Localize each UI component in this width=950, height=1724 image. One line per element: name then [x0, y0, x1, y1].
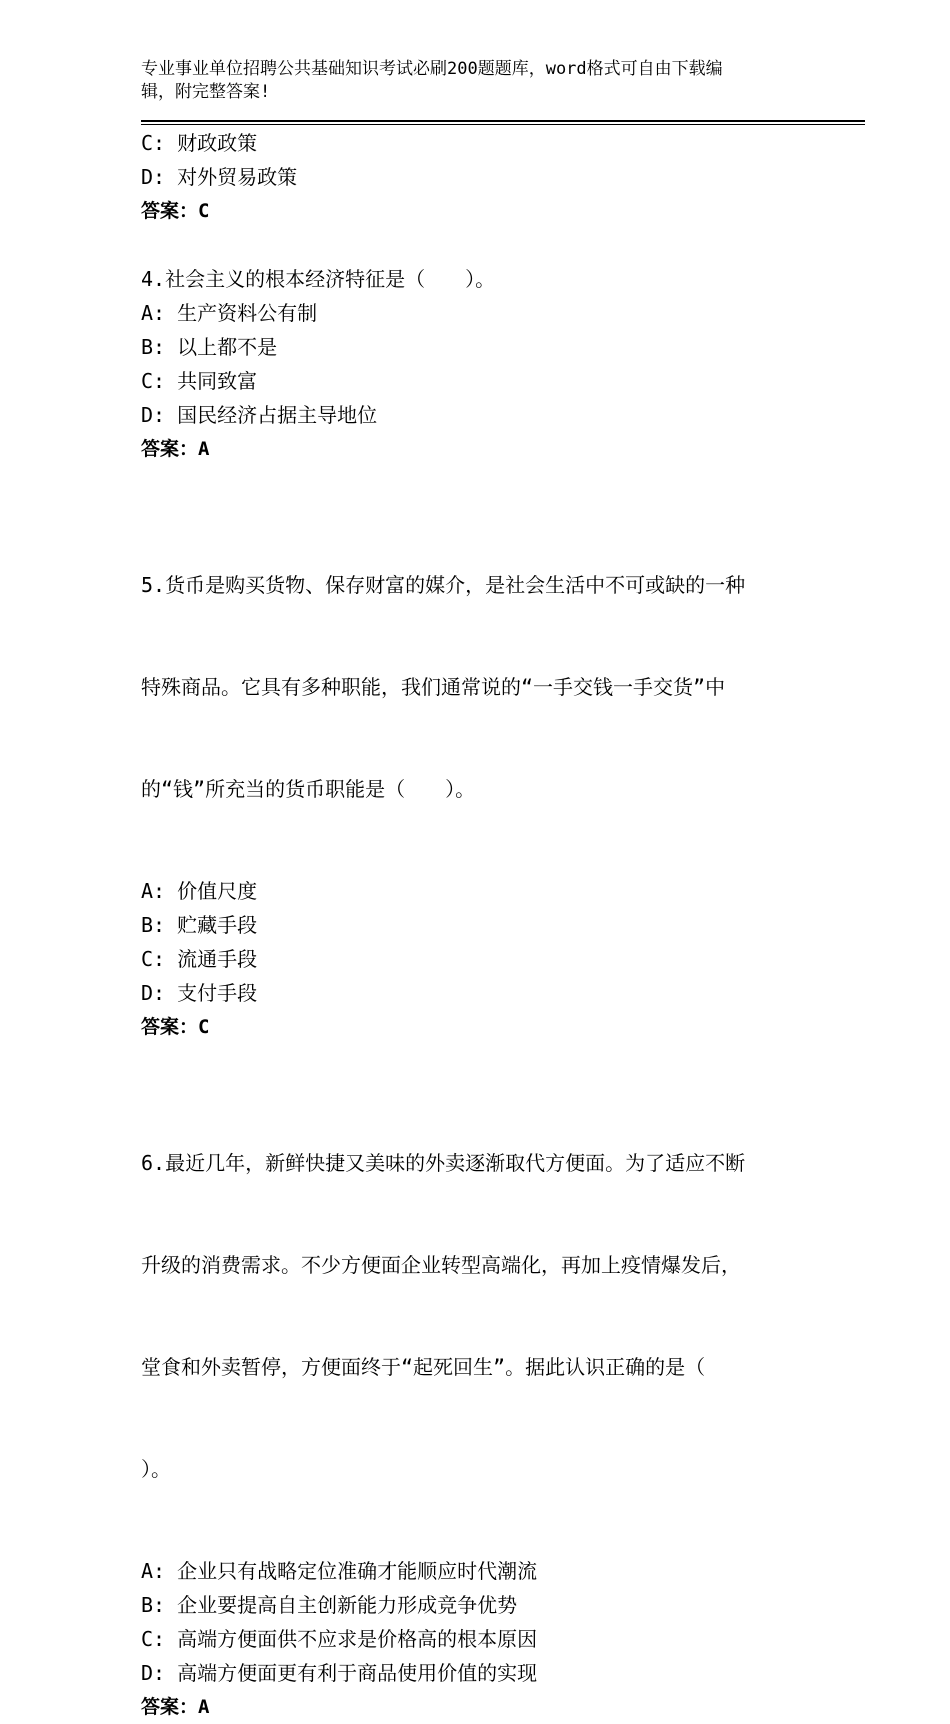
answer-value: A: [198, 1696, 210, 1718]
option-b: B: 以上都不是: [141, 335, 278, 359]
partial-question: [141, 126, 801, 228]
option-c: C: 流通手段: [141, 947, 258, 971]
header-divider-thin: [141, 124, 865, 125]
stem-line: ）。: [141, 1457, 171, 1481]
answer-label: 答案：: [141, 1696, 199, 1718]
question-stem: [141, 500, 801, 874]
option-d: D: 对外贸易政策: [141, 165, 298, 189]
stem-line: 4.社会主义的根本经济特征是（ ）。: [141, 267, 496, 291]
stem-line: 特殊商品。它具有多种职能，我们通常说的“一手交钱一手交货”中: [141, 675, 726, 699]
option-c: C: 财政政策: [141, 131, 258, 155]
answer-label: 答案：: [141, 438, 199, 460]
option-d: D: 高端方便面更有利于商品使用价值的实现: [141, 1661, 538, 1685]
answer-value: C: [198, 200, 210, 222]
question-list: [141, 126, 801, 1724]
stem-line: 堂食和外卖暂停，方便面终于“起死回生”。据此认识正确的是（: [141, 1355, 706, 1379]
header-line-2: 辑，附完整答案!: [141, 82, 271, 102]
option-d: D: 支付手段: [141, 981, 258, 1005]
answer-label: 答案：: [141, 1016, 199, 1038]
answer: [141, 1010, 801, 1044]
header-divider-thick: [141, 120, 865, 122]
answer-value: A: [198, 438, 210, 460]
option-c: C: 高端方便面供不应求是价格高的根本原因: [141, 1627, 538, 1651]
question-stem: [141, 1078, 801, 1554]
answer: [141, 194, 801, 228]
page-header: [141, 58, 791, 104]
stem-line: 的“钱”所充当的货币职能是（ ）。: [141, 777, 476, 801]
answer: [141, 432, 801, 466]
stem-line: 6.最近几年，新鲜快捷又美味的外卖逐渐取代方便面。为了适应不断: [141, 1151, 746, 1175]
question-5: [141, 500, 801, 1044]
option-d: D: 国民经济占据主导地位: [141, 403, 378, 427]
header-line-1: 专业事业单位招聘公共基础知识考试必刷200题题库，word格式可自由下载编: [141, 59, 723, 79]
option-a: A: 企业只有战略定位准确才能顺应时代潮流: [141, 1559, 538, 1583]
question-4: [141, 262, 801, 466]
answer-value: C: [198, 1016, 210, 1038]
option-b: B: 贮藏手段: [141, 913, 258, 937]
option-a: A: 生产资料公有制: [141, 301, 318, 325]
option-c: C: 共同致富: [141, 369, 258, 393]
stem-line: 5.货币是购买货物、保存财富的媒介，是社会生活中不可或缺的一种: [141, 573, 746, 597]
option-a: A: 价值尺度: [141, 879, 258, 903]
question-6: [141, 1078, 801, 1724]
answer: [141, 1690, 801, 1724]
stem-line: 升级的消费需求。不少方便面企业转型高端化，再加上疫情爆发后，: [141, 1253, 741, 1277]
option-b: B: 企业要提高自主创新能力形成竞争优势: [141, 1593, 518, 1617]
answer-label: 答案：: [141, 200, 199, 222]
question-stem: [141, 262, 801, 296]
